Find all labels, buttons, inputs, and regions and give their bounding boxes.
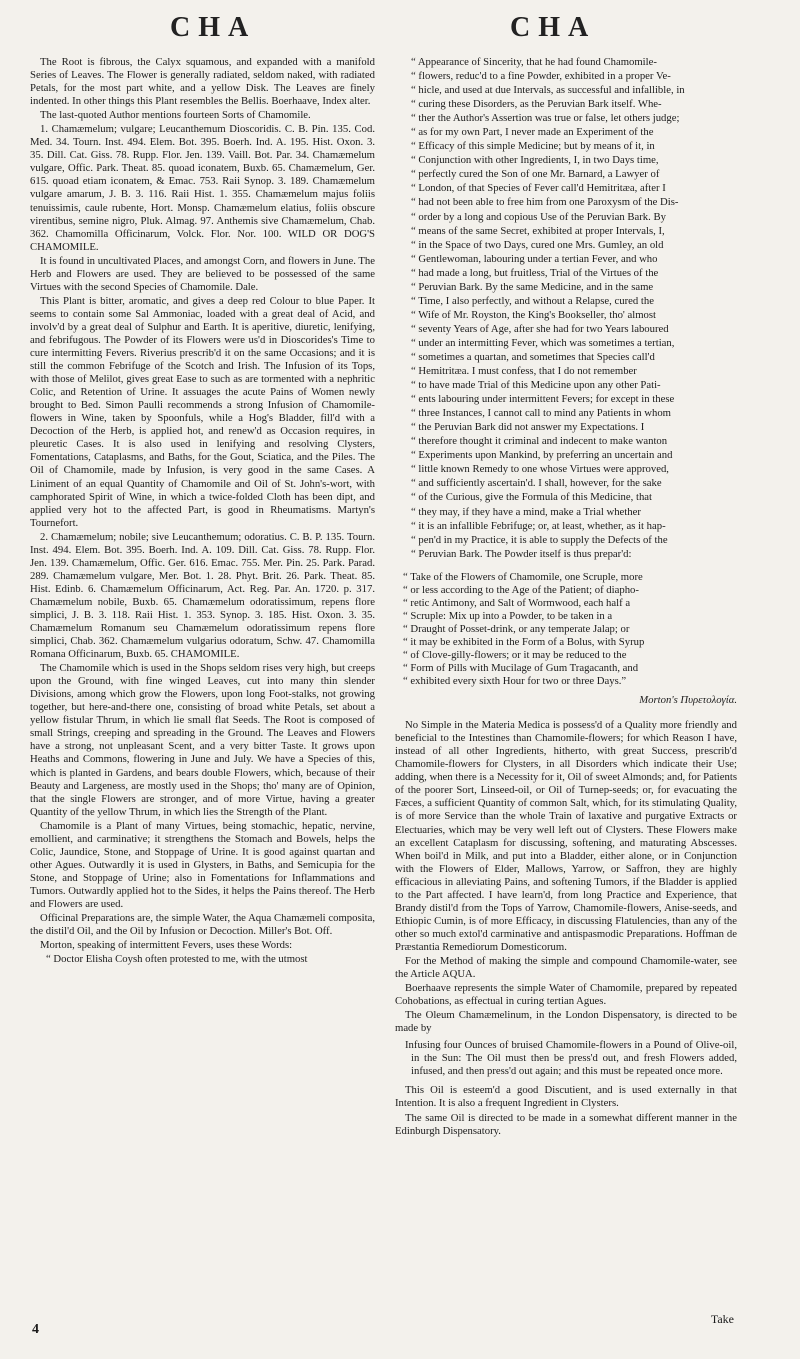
quote-line: “ hicle, and used at due Intervals, as successful and infallible, in: [411, 84, 685, 97]
paragraph: Boerhaave represents the simple Water of Chamomile, prepared by repeated Cohobations, as effectual in curing tertian Agues.: [395, 982, 737, 1008]
page-number: 4: [32, 1322, 39, 1337]
quote-line: “ flowers, reduc'd to a fine Powder, exhibited in a proper Ve-: [411, 70, 671, 83]
oil-recipe: [405, 1039, 737, 1078]
quote-line: “ London, of that Species of Fever call'd Hemitritæa, after I: [411, 182, 666, 195]
quote-line: “ perfectly cured the Son of one Mr. Barnard, a Lawyer of: [411, 168, 660, 181]
formula-line: “ of Clove-gilly-flowers; or it may be reduced to the: [403, 648, 627, 661]
quote-line: “ to have made Trial of this Medicine upon any other Pati-: [411, 379, 661, 392]
quote-line: “ they may, if they have a mind, make a Trial whether: [411, 505, 641, 518]
running-head-left: CHA: [170, 12, 257, 43]
paragraph: The Root is fibrous, the Calyx squamous, and expanded with a manifold Series of Leaves. The Flower is generally radiated, seldom naked, with radiated Petals, for the most part white, and a yellow Disk. The Leaves are finely indented. In other things this Plant resembles the Bellis. Boerhaave, Index alter.: [30, 56, 375, 108]
paragraph: 1. Chamæmelum; vulgare; Leucanthemum Dioscoridis. C. B. Pin. 135. Cod. Med. 34. Tourn. Inst. 494. Elem. Bot. 395. Boerh. Ind. A. 195. Hist. Oxon. 3. 35. Dill. Cat. Giss. 78. Rupp. Flor. Jen. 139. Vaill. Bot. Par. 34. Chamæmelum vulgare, Offic. Park. Theat. 85. quoad iconatem, Buxb. 65. Chamæmelum, Ger. 615. quoad etiam iconatem, & Emac. 753. Raii Synop. 3. 189. Chamæmelum vulgare amarum, J. B. 3. 116. Raii Hist. 1. 355. Chamæmelum majus foliis tenuissimis, caule rubente, Hort. Monsp. Chamæmelum elatius, foliis obscure virentibus, semine nigro, Pluk. Almag. 97. Anthemis sive Chamæmelum, Chab. 362. Chamomilla Officinarum, Volck. Flor. Nor. 100. WILD OR DOG'S CHAMOMILE.: [30, 123, 375, 253]
paragraph: This Oil is esteem'd a good Discutient, and is used externally in that Intention. It is also a frequent Ingredient in Clysters.: [395, 1084, 737, 1110]
quote-line: “ of the Curious, give the Formula of this Medicine, that: [411, 491, 653, 504]
quote-line: “ curing these Disorders, as the Peruvian Bark itself. Whe-: [411, 98, 662, 111]
quote-line: “ under an intermitting Fever, which was sometimes a tertian,: [411, 336, 675, 349]
quote-line: “ had made a long, but fruitless, Trial of the Virtues of the: [411, 266, 659, 279]
quote-line: “ Doctor Elisha Coysh often protested to me, with the utmost: [46, 953, 308, 966]
formula-line: “ Draught of Posset-drink, or any temperate Jalap; or: [403, 622, 630, 635]
quote-line: “ had not been able to free him from one Paroxysm of the Dis-: [411, 196, 679, 209]
quote-line: “ Peruvian Bark. By the same Medicine, and in the same: [411, 280, 654, 293]
quote-line: “ Wife of Mr. Royston, the King's Bookseller, tho' almost: [411, 308, 657, 321]
quote-line: “ Gentlewoman, labouring under a tertian Fever, and who: [411, 252, 658, 265]
recipe-text: Infusing four Ounces of bruised Chamomile-flowers in a Pound of Olive-oil, in the Sun: The Oil must then be press'd out, and fresh Flowers added, infused, and then press'd out again; and this must be repeated once more.: [405, 1039, 737, 1078]
left-column: [30, 56, 375, 967]
quote-line: “ little known Remedy to one whose Virtues were approved,: [411, 463, 669, 476]
formula-block: [395, 571, 737, 688]
quote-line: “ therefore thought it criminal and indecent to make wanton: [411, 435, 668, 448]
right-column: [395, 56, 737, 1139]
quote-line: “ sometimes a quartan, and sometimes that Species call'd: [411, 350, 655, 363]
quote-line: “ Hemitritæa. I must confess, that I do not remember: [411, 365, 637, 378]
paragraph: No Simple in the Materia Medica is possess'd of a Quality more friendly and beneficial to the Intestines than Chamomile-flowers; for which Reason I have, instead of all other Ingredients, hitherto, with great Success, prescrib'd Chamomile-flowers for Clysters, in all Disorders which indicate their Use; adding, when there is a Necessity for it, Oil of sweet Almonds; and, for Patients of the poorer Sort, Linseed-oil, or Oil of Turnep-seeds; or, for evacuating the Fæces, a sufficient Quantity of common Salt, which, for its stimulating Quality, is of more Service than the whole Train of laxative and purgative Extracts or Electuaries, which may be very well left out of Clysters. These Flowers make an excellent Cataplasm for discussing, softening, and maturating Abscesses. When boil'd in Milk, and put into a Bladder, either alone, or in Conjunction with the Flowers of Elder, Mallows, Yarrow, or Saffron, they are highly efficacious in alleviating Pains, and softening Tumors, if the Bladder is applied to the Part affected. I have learn'd, from long Practice and Experience, that Brandy distil'd from the Tops of Yarrow, Chamomile-flowers, Anise-seeds, and Ethiopic Cumin, is of more Efficacy, in discussing Flatulencies, than any of the other so much extol'd carminative and antispasmodic Preparations. Hoffman de Præstantia Remediorum Domesticorum.: [395, 719, 737, 953]
quote-line: “ ents labouring under intermittent Fevers; for except in these: [411, 393, 675, 406]
paragraph: Morton, speaking of intermittent Fevers, uses these Words:: [40, 939, 293, 952]
quote-line: “ Experiments upon Mankind, by preferring an uncertain and: [411, 449, 673, 462]
paragraph: The last-quoted Author mentions fourteen Sorts of Chamomile.: [40, 109, 311, 122]
quote-line: “ Efficacy of this simple Medicine; but by means of it, in: [411, 140, 655, 153]
quote-line: “ three Instances, I cannot call to mind any Patients in whom: [411, 407, 671, 420]
quote-line: “ the Peruvian Bark did not answer my Expectations. I: [411, 421, 645, 434]
quote-line: “ pen'd in my Practice, it is able to supply the Defects of the: [411, 533, 668, 546]
formula-line: “ or less according to the Age of the Patient; of diapho-: [403, 583, 639, 596]
paragraph: This Plant is bitter, aromatic, and gives a deep red Colour to blue Paper. It seems to contain some Sal Ammoniac, loaded with a great deal of Acid, and involv'd by a great deal of Sulphur and Earth. It is aperitive, diuretic, lenifying, and febrifugous. The Powder of its Flowers were us'd in Dioscorides's Time to cure intermitting Fevers. Riverius prescrib'd it on the same Occasions; and it is still the common Febrifuge of the Scotch and Irish. The Infusion of its Tops, with those of Melilot, gives great Ease to such as are tormented with a nephritic Colic, and Retention of Urine. It assuages the acute Pains of Women newly brought to Bed. Simon Paulli recommends a strong Infusion of Chamomile-flowers in Wine, taken by Spoonfuls, while a Hog's Bladder, fill'd with a Decoction of the Herb, is applied hot, and renew'd as Occasion requires, in pleuretic Cases. It is also used in lenifying and resolving Clysters, Fomentations, Cataplasms, and Baths, for the Gout, Sciatica, and the Piles. The Oil of Chamomile, made by Infusion, is very good in the same Cases. A Liniment of an equal Quantity of Chamomile and Oil of St. John's-wort, with camphorated Spirit of Wine, in which a twice-folded Cloth has been dipt, and applied very hot to the affected Part, is good in Rheumatisms. Martyn's Tournefort.: [30, 294, 375, 529]
running-head-right: CHA: [510, 12, 597, 43]
quote-line: “ Conjunction with other Ingredients, I, in two Days time,: [411, 154, 659, 167]
quote-line: “ Appearance of Sincerity, that he had found Chamomile-: [411, 56, 657, 68]
paragraph: The same Oil is directed to be made in a somewhat different manner in the Edinburgh Dispensatory.: [395, 1111, 737, 1137]
formula-line: “ Take of the Flowers of Chamomile, one Scruple, more: [403, 570, 643, 583]
quote-line: “ means of the same Secret, exhibited at proper Intervals, I,: [411, 224, 665, 237]
paragraph: 2. Chamæmelum; nobile; sive Leucanthemum; odoratius. C. B. P. 135. Tourn. Inst. 494. Elem. Bot. 395. Boerh. Ind. A. 109. Dill. Cat. Giss. 78. Rupp. Flor. Jen. 139. Chamæmelum, Offic. Ger. 616. Emac. 755. Mer. Pin. 25. Park. Parad. 289. Chamæmelum vulgare, Mer. Bot. 1. 28. Phyt. Brit. 26. Park. Theat. 85. Hist. Edinb. 6. Chamæmelum Officinarum, Act. Reg. Par. An. 1720. p. 317. Chamæmelum nobile, Buxb. 65. Chamæmelum odoratissimum, repens flore simplici, J. B. 3. 118. Raii Hist. 1. 353. Synop. 3. 185. Hist. Oxon. 3. 35. Chamæmelum Romanum seu Chamæmelum odoratissimum repens flore simplici, Chab. 362. Chamæmelum vulgarius odoratum, Schw. 47. Chamomilla Romana Officinarum, Buxb. 65. CHAMOMILE.: [30, 530, 375, 661]
quote-line: “ it is an infallible Febrifuge; or, at least, whether, as it hap-: [411, 519, 666, 532]
quote-line: “ order by a long and copious Use of the Peruvian Bark. By: [411, 210, 666, 223]
formula-line: “ exhibited every sixth Hour for two or three Days.”: [403, 675, 627, 688]
quote-line: “ ther the Author's Assertion was true or false, let others judge;: [411, 112, 680, 125]
formula-source: Morton's Πυρετολογία.: [639, 694, 737, 707]
paragraph: The Oleum Chamæmelinum, in the London Dispensatory, is directed to be made by: [395, 1009, 737, 1035]
formula-line: “ Form of Pills with Mucilage of Gum Tragacanth, and: [403, 662, 639, 675]
catchword: Take: [710, 1312, 734, 1326]
paragraph: The Chamomile which is used in the Shops seldom rises very high, but creeps upon the Ground, with fine winged Leaves, cut into many thin slender Divisions, among which grow the Flowers, upon long Foot-stalks, not growing together, but here-and-there one, consisting of broad white Petals, set about a yellow fistular Thrum, in which lie small flat Seeds. The Root is composed of small Strings, creeping and spreading in the Ground. The Leaves and Flowers have a strong, not unpleasant Scent, and a very bitter Taste. It grows upon Heaths and Commons, flowering in June and July. We have a Species of this, which is planted in Gardens, and bears double Flowers, which, because of their Beauty and Largeness, are mostly used in the Shops; tho' many are of Opinion, that the single Flowers are stronger, and of more Virtue, having a greater Quantity of the yellow Thrum, in which lies the Strength of the Plant.: [30, 662, 375, 818]
formula-line: “ retic Antimony, and Salt of Wormwood, each half a: [403, 596, 631, 609]
paragraph: Officinal Preparations are, the simple Water, the Aqua Chamæmeli composita, the distil'd Oil, and the Oil by Infusion or Decoction. Miller's Bot. Off.: [30, 912, 375, 938]
quote-line: “ in the Space of two Days, cured one Mrs. Gumley, an old: [411, 238, 664, 251]
paragraph: Chamomile is a Plant of many Virtues, being stomachic, hepatic, nervine, emollient, and carminative; it strengthens the Stomach and Bowels, helps the Colic, Jaundice, Stone, and Stoppage of Urine. It is good against quartan and other Agues. Outwardly it is used in Glysters, in Baths, and Semicupia for the Stone, and Stoppage of Urine; also in Fomentations for Inflammations and Tumors. Outwardly applied hot to the Sides, it helps the Pains thereof. The Herb and Flowers are used.: [30, 819, 375, 910]
quote-line: “ and sufficiently ascertain'd. I shall, however, for the sake: [411, 477, 662, 490]
paragraph: For the Method of making the simple and compound Chamomile-water, see the Article AQUA.: [395, 955, 737, 981]
morton-quote: [395, 56, 737, 561]
quote-line: “ as for my own Part, I never made an Experiment of the: [411, 126, 654, 139]
formula-line: “ Scruple: Mix up into a Powder, to be taken in a: [403, 609, 613, 622]
formula-line: “ it may be exhibited in the Form of a Bolus, with Syrup: [403, 635, 645, 648]
quote-line: “ seventy Years of Age, after she had for two Years laboured: [411, 322, 669, 335]
quote-line: “ Peruvian Bark. The Powder itself is thus prepar'd:: [411, 547, 632, 560]
paragraph: It is found in uncultivated Places, and amongst Corn, and flowers in June. The Herb and Flowers are used. They are believed to be possessed of the same Virtues with the second Species of Chamomile. Dale.: [30, 254, 375, 293]
quote-line: “ Time, I also perfectly, and without a Relapse, cured the: [411, 294, 654, 307]
